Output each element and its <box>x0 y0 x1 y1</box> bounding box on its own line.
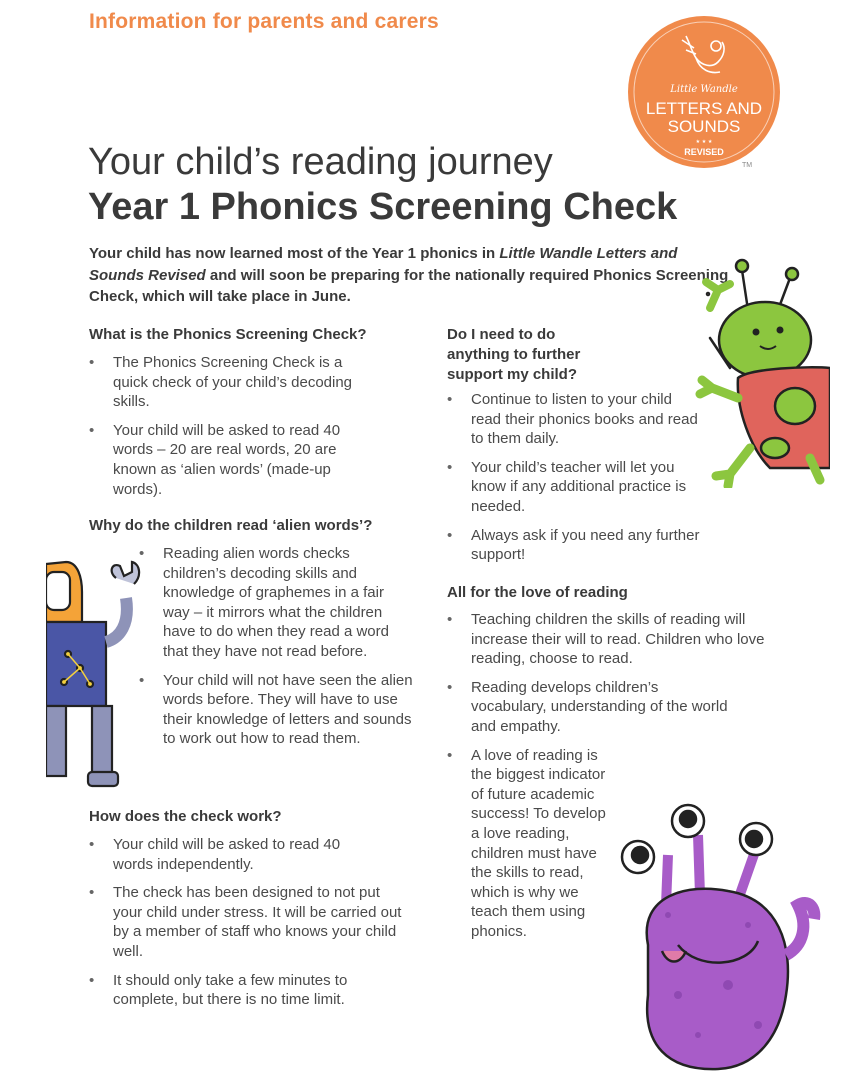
list-item: • Your child’s teacher will let you know if any additional practice is needed. <box>471 458 706 517</box>
page-title-line1: Your child’s reading journey <box>88 141 553 183</box>
list-item: • Reading alien words checks children’s decoding skills and knowledge of graphemes in a fair way – it mirrors what the children have to do when they read a word that they have not read before. <box>163 544 413 662</box>
list-why-alien-words <box>163 544 413 758</box>
list-item: • The Phonics Screening Check is a quick check of your child’s decoding skills. <box>113 353 368 412</box>
list-item: • A love of reading is the biggest indicator of future academic success! To develop a love reading, children must have the skills to read, which is why we teach them using phonics. <box>471 746 611 942</box>
list-item: • Your child will be asked to read 40 words independently. <box>113 835 363 874</box>
list-item: • Always ask if you need any further support! <box>471 526 706 565</box>
header-tag: Information for parents and carers <box>89 10 439 33</box>
robot-icon <box>46 558 156 790</box>
list-item: • Your child will not have seen the alien words before. They will have to use their knowledge of letters and sounds to work out how to read them. <box>163 671 413 749</box>
list-item: • The check has been designed to not put your child under stress. It will be carried out by a member of staff who knows your child well. <box>113 883 413 961</box>
purple-monster-icon <box>608 795 828 1075</box>
intro-text-2: and will soon be preparing for the nationally required Phonics Screening Check, which will take place in June. <box>89 266 729 305</box>
intro-paragraph <box>89 243 729 308</box>
list-item: • Reading develops children’s vocabulary, understanding of the world and empathy. <box>471 678 731 737</box>
heading-what-is-check: What is the Phonics Screening Check? <box>89 326 367 343</box>
svg-text:LETTERS AND: LETTERS AND <box>645 99 763 118</box>
intro-text-1: Your child has now learned most of the Year 1 phonics in <box>89 245 500 262</box>
intro-italic: Little Wandle Letters and Sounds Revised <box>89 245 678 284</box>
list-what-is-check <box>113 353 383 508</box>
trademark: TM <box>742 162 753 169</box>
heading-why-alien-words: Why do the children read ‘alien words’? <box>89 517 373 534</box>
list-item: • Teaching children the skills of reading will increase their will to read. Children who love reading, choose to read. <box>471 610 776 669</box>
green-alien-icon <box>690 248 830 488</box>
heading-support-child: Do I need to do anything to further support my child? <box>447 326 581 383</box>
list-item: • Continue to listen to your child read their phonics books and read to them daily. <box>471 390 706 449</box>
list-item: • Your child will be asked to read 40 words – 20 are real words, 20 are known as ‘alien words’ (made-up words). <box>113 421 368 499</box>
list-support-child <box>471 390 706 574</box>
heading-how-check-works: How does the check work? <box>89 808 282 825</box>
svg-text:★ ★ ★: ★ ★ ★ <box>695 139 713 145</box>
letters-and-sounds-logo <box>626 14 782 170</box>
list-how-check-works <box>113 835 413 1019</box>
page-title-line2: Year 1 Phonics Screening Check <box>88 186 678 228</box>
heading-love-of-reading: All for the love of reading <box>447 584 628 601</box>
svg-text:REVISED: REVISED <box>684 147 724 157</box>
svg-text:SOUNDS: SOUNDS <box>667 117 741 136</box>
svg-text:Little Wandle: Little Wandle <box>670 84 738 95</box>
list-item: • It should only take a few minutes to complete, but there is no time limit. <box>113 971 413 1010</box>
